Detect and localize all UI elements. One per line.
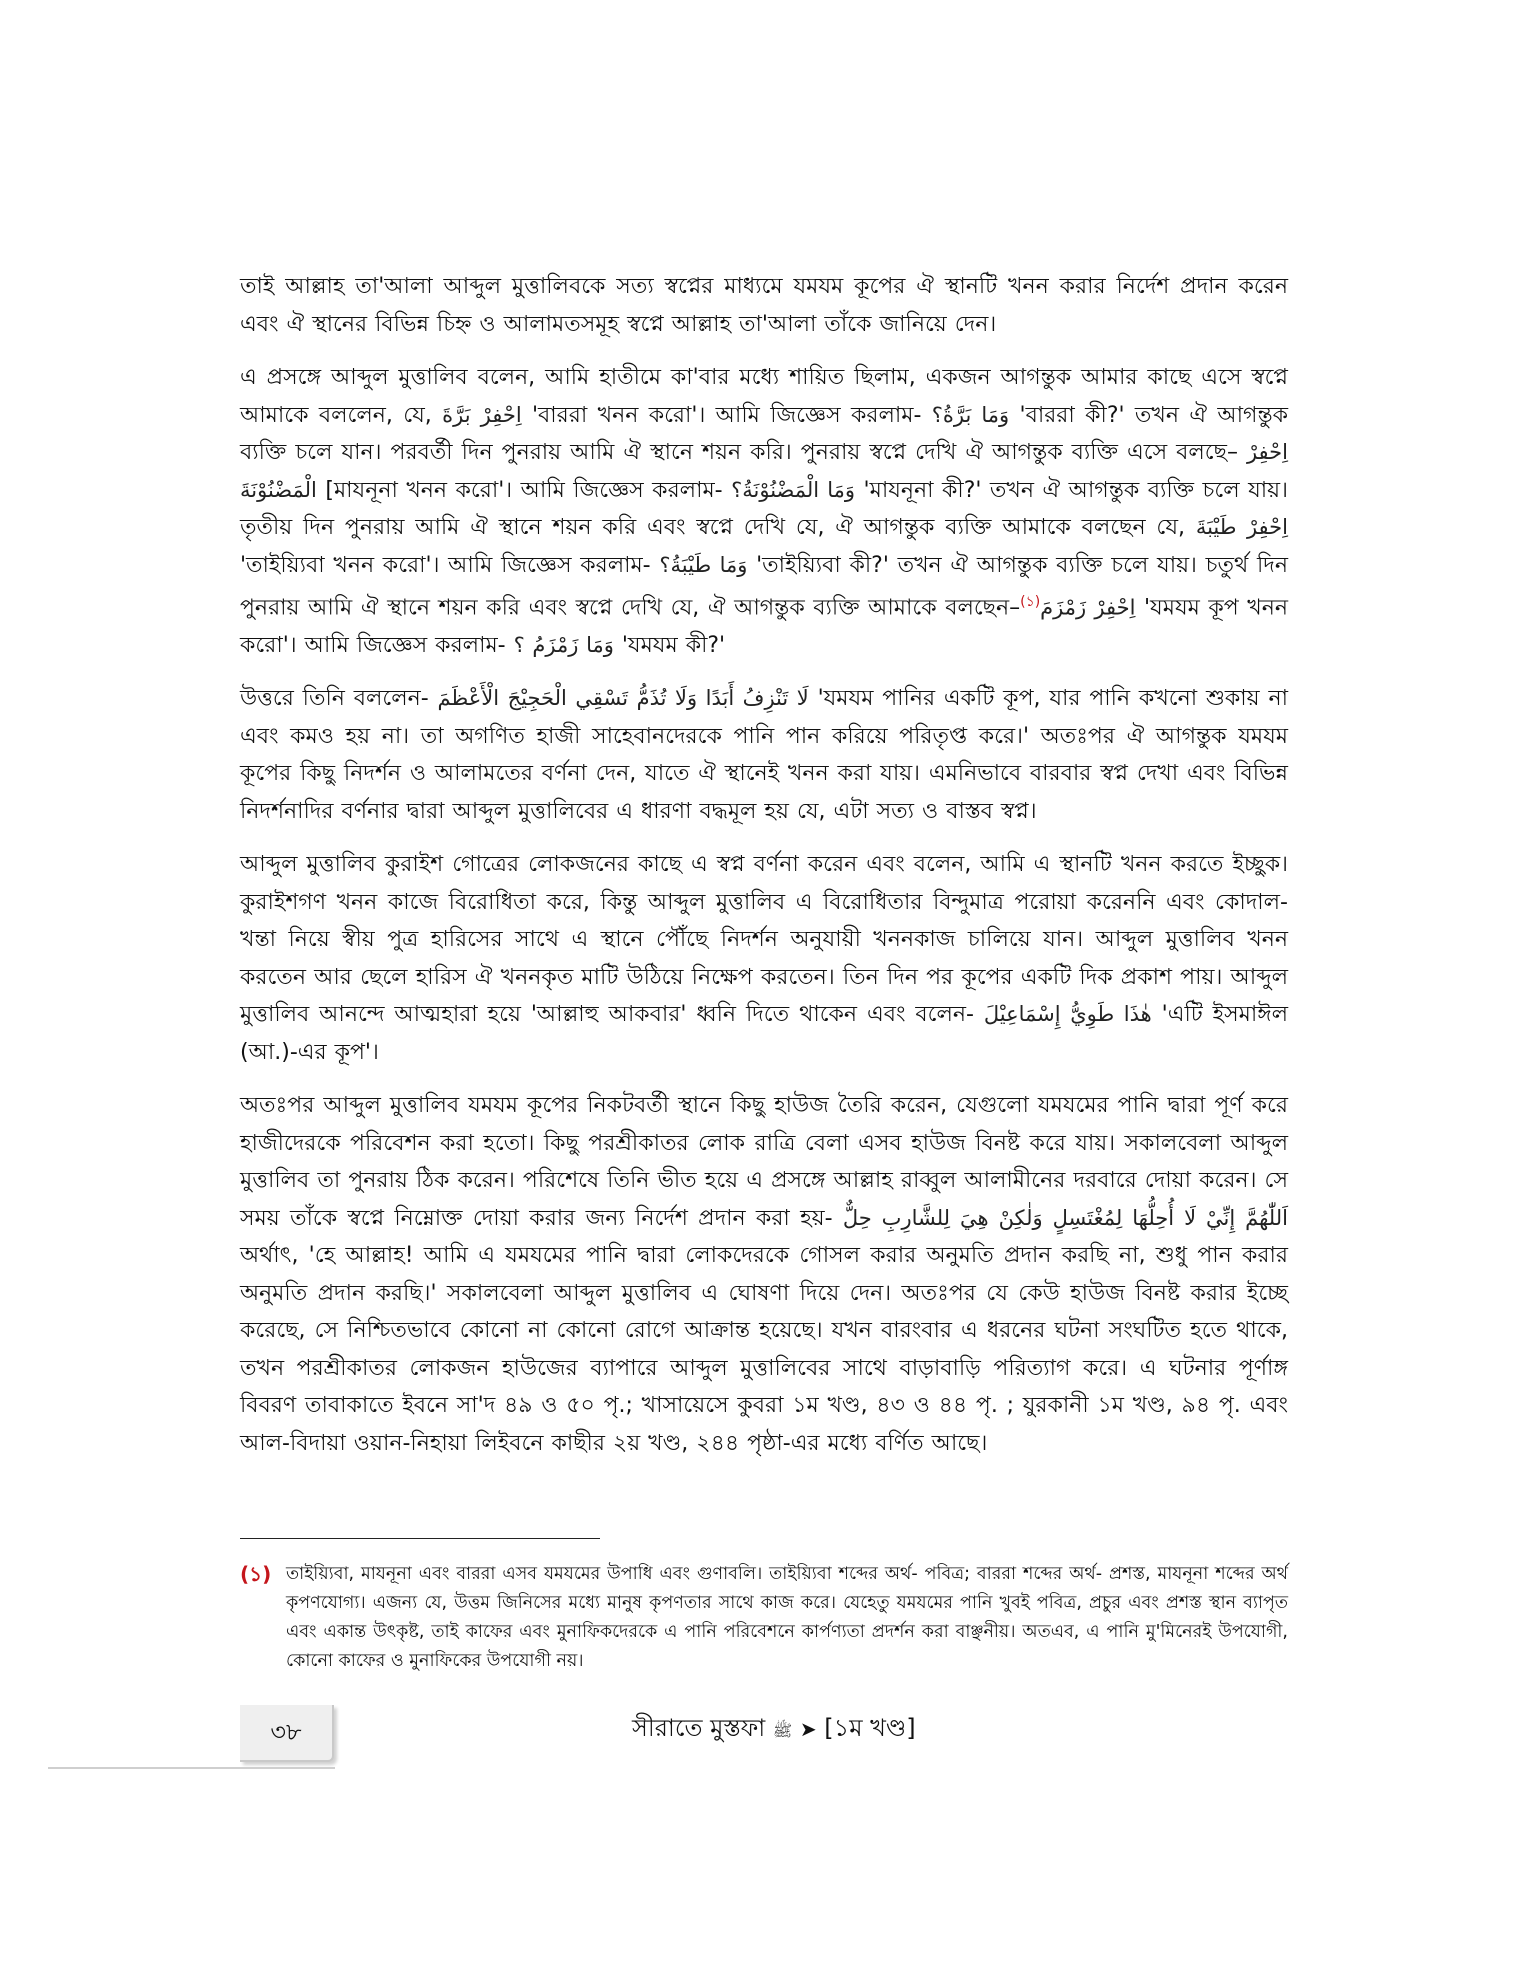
p2-text-5: 'মাযনূনা কী?' তখন ঐ আগন্তুক ব্যক্তি চলে যায়। তৃতীয় দিন পুনরায় আমি ঐ স্থানে শয়ন করি এবং স্বপ্নে দেখি যে, ঐ আগন্তুক ব্যক্তি আমাকে বলছেন যে, — [240, 477, 1288, 540]
honorific-icon: ﷺ — [772, 1721, 793, 1740]
footnote-mark: (১) — [240, 1562, 272, 1586]
paragraph-2 — [240, 359, 1288, 664]
p2-arabic-5: اِحْفِرْ طَيْبَةَ — [1195, 515, 1288, 539]
p5-arabic-1: اَللّٰهُمَّ إِنِّيْ لَا أُحِلُّهَا لِمُغْتَسِلٍ وَلٰكِنْ هِيَ لِلشَّارِبِ حِلٌّ — [842, 1205, 1288, 1230]
page-number-tab — [240, 1705, 334, 1762]
p3-arabic-1: لَا تَنْزِفُ أَبَدًا وَلَا تُذَمُّ تَسْقِي الْحَجِيْجَ الْأَعْظَمَ — [437, 686, 809, 711]
p2-text-3: 'বাররা কী?' তখন ঐ আগন্তুক ব্যক্তি চলে যান। পরবর্তী দিন পুনরায় আমি ঐ স্থানে শয়ন করি। পুনরায় স্বপ্নে দেখি ঐ আগন্তুক ব্যক্তি এসে বলছে– — [240, 402, 1289, 465]
p2-text-8: 'যমযম কূপ খনন করো'। আমি জিজ্ঞেস করলাম- — [240, 595, 1289, 658]
p3-text-1: উত্তরে তিনি বললেন- — [240, 686, 438, 712]
p2-text-1: এ প্রসঙ্গে আব্দুল মুত্তালিব বলেন, আমি হাতীমে কা'বার মধ্যে শায়িত ছিলাম, একজন আগন্তুক আমার কাছে এসে স্বপ্নে আমাকে বললেন, যে, — [240, 365, 1288, 428]
footer-baseline — [48, 1767, 335, 1769]
page-number: ৩৮ — [270, 1718, 302, 1746]
p5-text-1: অতঃপর আব্দুল মুত্তালিব যমযম কূপের নিকটবর্তী স্থানে কিছু হাউজ তৈরি করেন, যেগুলো যমযমের পানি দ্বারা পূর্ণ করে হাজীদেরকে পরিবেশন করা হতো। কিছু পরশ্রীকাতর লোক রাত্রি বেলা এসব হাউজ বিনষ্ট করে যায়। সকালবেলা আব্দুল মুত্তালিব তা পুনরায় ঠিক করেন। পরিশেষে তিনি ভীত হয়ে এ প্রসঙ্গে আল্লাহ রাব্বুল আলামীনের দরবারে দোয়া করেন। সে সময় তাঁকে স্বপ্নে নিম্নোক্ত দোয়া করার জন্য নির্দেশ প্রদান করা হয়- — [240, 1093, 1288, 1231]
book-title: সীরাতে মুস্তফা — [632, 1714, 766, 1742]
p2-text-9: 'যমযম কী?' — [613, 632, 726, 658]
footnote — [240, 1560, 1288, 1676]
p2-arabic-6: وَمَا طَيْبَةُ؟ — [659, 552, 748, 577]
p4-text-1: আব্দুল মুত্তালিব কুরাইশ গোত্রের লোকজনের কাছে এ স্বপ্ন বর্ণনা করেন এবং বলেন, আমি এ স্থানটি খনন করতে ইচ্ছুক। কুরাইশগণ খনন কাজে বিরোধিতা করে, কিন্তু আব্দুল মুত্তালিব এ বিরোধিতার বিন্দুমাত্র পরোয়া করেননি এবং কোদাল-খন্তা নিয়ে স্বীয় পুত্র হারিসের সাথে এ স্থানে পৌঁছে নিদর্শন অনুযায়ী খননকাজ চালিয়ে যান। আব্দুল মুত্তালিব খনন করতেন আর ছেলে হারিস ঐ খননকৃত মাটি উঠিয়ে নিক্ষেপ করতেন। তিন দিন পর কূপের একটি দিক প্রকাশ পায়। আব্দুল মুত্তালিব আনন্দে আত্মহারা হয়ে 'আল্লাহু আকবার' ধ্বনি দিতে থাকেন এবং বলেন- — [240, 852, 1288, 1028]
paragraph-4 — [240, 846, 1288, 1071]
body-text — [240, 268, 1288, 1478]
paragraph-1 — [240, 268, 1288, 343]
paragraph-1-text: তাই আল্লাহ তা'আলা আব্দুল মুত্তালিবকে সত্য স্বপ্নের মাধ্যমে যমযম কূপের ঐ স্থানটি খনন করার নির্দেশ প্রদান করেন এবং ঐ স্থানের বিভিন্ন চিহ্ন ও আলামতসমূহ স্বপ্নে আল্লাহ তা'আলা তাঁকে জানিয়ে দেন। — [240, 274, 1288, 337]
p4-arabic-1: هٰذَا طَوِيُّ إِسْمَاعِيْلَ — [983, 1002, 1152, 1027]
p2-arabic-7: اِحْفِرْ زَمْزَمَ — [1040, 595, 1136, 620]
p2-arabic-2: وَمَا بَرَّةُ؟ — [931, 402, 1010, 427]
volume-label: [১ম খণ্ড] — [824, 1714, 916, 1742]
footnote-divider — [240, 1538, 600, 1539]
paragraph-3 — [240, 680, 1288, 830]
footnote-reference[interactable]: (১) — [1020, 594, 1041, 610]
p2-text-4: [মাযনূনা খনন করো'। আমি জিজ্ঞেস করলাম- — [316, 477, 732, 503]
p3-text-2: 'যমযম পানির একটি কূপ, যার পানি কখনো শুকায় না এবং কমও হয় না। তা অগণিত হাজী সাহেবানদেরকে পানি পান করিয়ে পরিতৃপ্ত করে।' অতঃপর ঐ আগন্তুক যমযম কূপের কিছু নিদর্শন ও আলামতের বর্ণনা দেন, যাতে ঐ স্থানেই খনন করা যায়। এমনিভাবে বারবার স্বপ্ন দেখা এবং বিভিন্ন নিদর্শনাদির বর্ণনার দ্বারা আব্দুল মুত্তালিবের এ ধারণা বদ্ধমূল হয় যে, এটা সত্য ও বাস্তব স্বপ্ন। — [240, 686, 1288, 824]
p2-text-6: 'তাইয়্যিবা খনন করো'। আমি জিজ্ঞেস করলাম- — [240, 552, 660, 578]
p2-text-7: 'তাইয়্যিবা কী?' তখন ঐ আগন্তুক ব্যক্তি চলে যায়। চতুর্থ দিন পুনরায় আমি ঐ স্থানে শয়ন করি এবং স্বপ্নে দেখি যে, ঐ আগন্তুক ব্যক্তি আমাকে বলছেন– — [240, 552, 1288, 621]
p2-arabic-1: اِحْفِرْ بَرَّةَ — [442, 402, 522, 427]
p2-arabic-8: وَمَا زَمْزَمُ ؟ — [513, 632, 614, 657]
p4-text-2: 'এটি ইসমাঈল (আ.)-এর কূপ'। — [240, 1002, 1288, 1065]
p2-text-2: 'বাররা খনন করো'। আমি জিজ্ঞেস করলাম- — [521, 402, 932, 428]
paragraph-5 — [240, 1087, 1288, 1462]
p5-text-2: অর্থাৎ, 'হে আল্লাহ! আমি এ যমযমের পানি দ্বারা লোকদেরকে গোসল করার অনুমতি প্রদান করছি না, শুধু পান করার অনুমতি প্রদান করছি।' সকালবেলা আব্দুল মুত্তালিব এ ঘোষণা দিয়ে দেন। অতঃপর যে কেউ হাউজ বিনষ্ট করার ইচ্ছে করেছে, সে নিশ্চিতভাবে কোনো না কোনো রোগে আক্রান্ত হয়েছে। যখন বারংবার এ ধরনের ঘটনা সংঘটিত হতে থাকে, তখন পরশ্রীকাতর লোকজন হাউজের ব্যাপারে আব্দুল মুত্তালিবের সাথে বাড়াবাড়ি পরিত্যাগ করে। এ ঘটনার পূর্ণাঙ্গ বিবরণ তাবাকাতে ইবনে সা'দ ৪৯ ও ৫০ পৃ.; খাসায়েসে কুবরা ১ম খণ্ড, ৪৩ ও ৪৪ পৃ. ; যুরকানী ১ম খণ্ড, ৯৪ পৃ. এবং আল-বিদায়া ওয়ান-নিহায়া লিইবনে কাছীর ২য় খণ্ড, ২৪৪ পৃষ্ঠা-এর মধ্যে বর্ণিত আছে। — [240, 1243, 1288, 1456]
footnote-text: তাইয়্যিবা, মাযনূনা এবং বাররা এসব যমযমের উপাধি এবং গুণাবলি। তাইয়্যিবা শব্দের অর্থ- পবিত্র; বাররা শব্দের অর্থ- প্রশস্ত, মাযনূনা শব্দের অর্থ কৃপণযোগ্য। এজন্য যে, উত্তম জিনিসের মধ্যে মানুষ কৃপণতার সাথে কাজ করে। যেহেতু যমযমের পানি খুবই পবিত্র, প্রচুর এবং প্রশস্ত স্থান ব্যাপৃত এবং একান্ত উৎকৃষ্ট, তাই কাফের এবং মুনাফিকদেরকে এ পানি পরিবেশনে কার্পণ্যতা প্রদর্শন করা বাঞ্ছনীয়। অতএব, এ পানি মু'মিনেরই উপযোগী, কোনো কাফের ও মুনাফিকের উপযোগী নয়। — [286, 1564, 1288, 1671]
p2-arabic-4: وَمَا الْمَضْنُوْنَةُ؟ — [731, 477, 856, 502]
p2-arabic-3: اِحْفِرْ الْمَضْنُوْنَةَ — [240, 440, 1288, 502]
running-footer — [632, 1708, 916, 1751]
arrow-icon: ➤ — [799, 1717, 817, 1741]
